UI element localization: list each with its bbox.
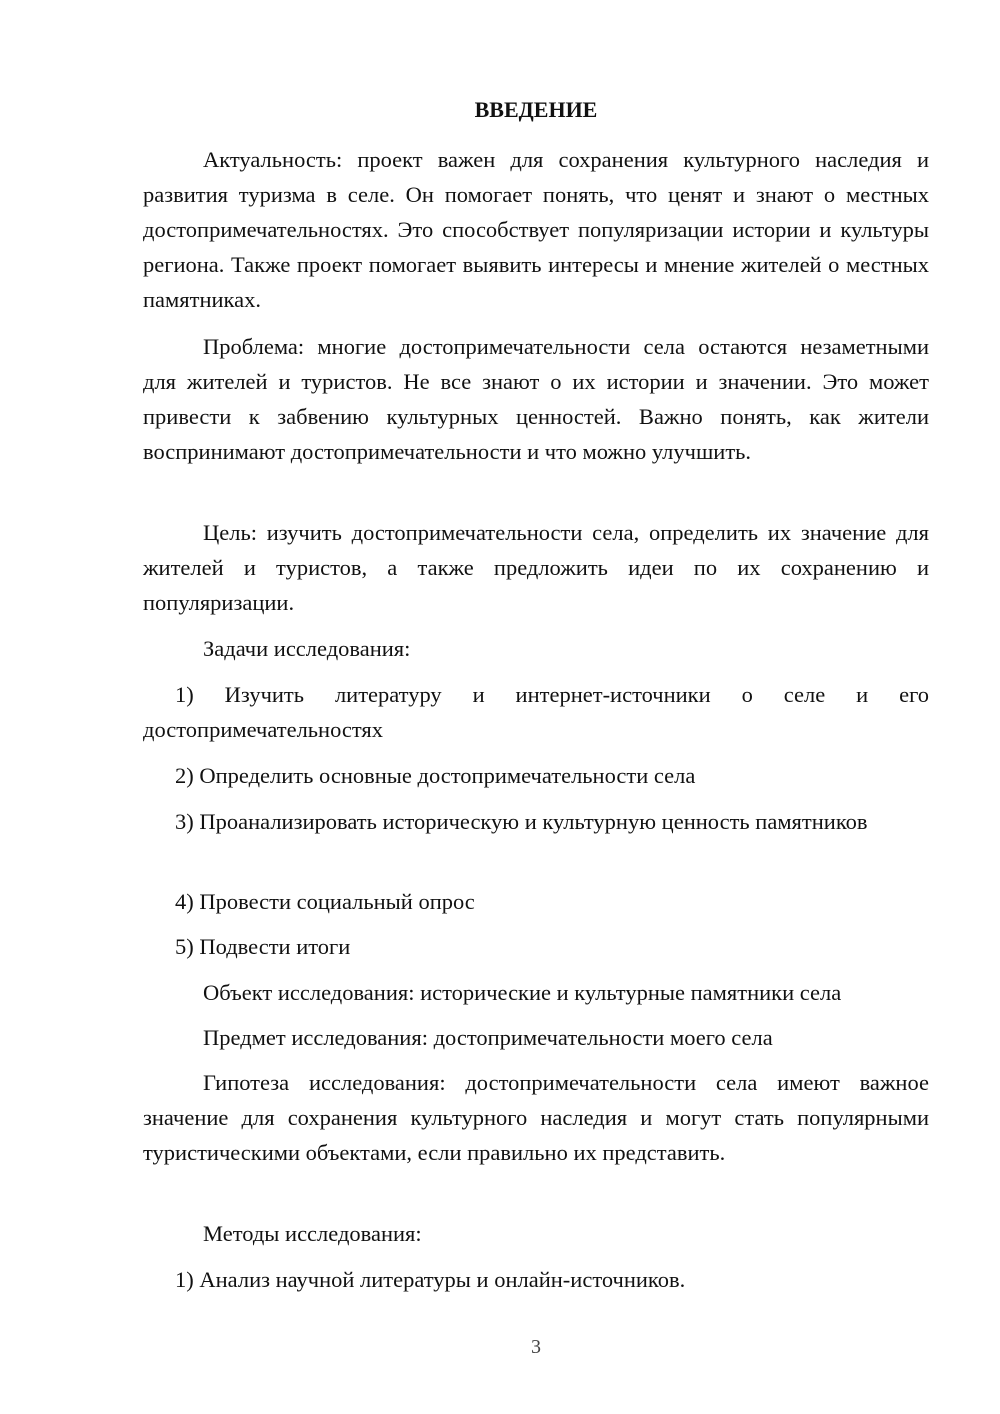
- object-paragraph: Объект исследования: исторические и культурные памятники села: [203, 980, 842, 1005]
- section-title: ВВЕДЕНИЕ: [474, 97, 598, 122]
- page-number: 3: [531, 1336, 541, 1358]
- problem-paragraph: Проблема: многие достопримечательности села остаются незаметными для жителей и туристов. Не все знают о их истории и значении. Это может привести к забвению культурных ценностей. Важно понять, как жители воспринимают достопримечательности и что можно улучшить.: [143, 334, 929, 464]
- hypothesis-paragraph: Гипотеза исследования: достопримечательности села имеют важное значение для сохранения культурного наследия и могут стать популярными туристическими объектами, если правильно их представить.: [143, 1070, 929, 1165]
- subject-paragraph: Предмет исследования: достопримечательности моего села: [203, 1025, 773, 1050]
- task-item-5: 5) Подвести итоги: [175, 934, 351, 959]
- task-item-4: 4) Провести социальный опрос: [175, 889, 475, 914]
- tasks-heading: Задачи исследования:: [203, 636, 411, 661]
- task-item-2: 2) Определить основные достопримечательности села: [175, 763, 696, 788]
- goal-paragraph: Цель: изучить достопримечательности села, определить их значение для жителей и туристов, а также предложить идеи по их сохранению и популяризации.: [143, 520, 929, 615]
- task-item-3: 3) Проанализировать историческую и культурную ценность памятников: [175, 809, 868, 834]
- task-item-1: 1) Изучить литературу и интернет-источники о селе и его достопримечательностях: [143, 682, 929, 742]
- relevance-paragraph: Актуальность: проект важен для сохранения культурного наследия и развития туризма в селе. Он помогает понять, что ценят и знают о местных достопримечательностях. Это способствует популяризации истории и культуры региона. Также проект помогает выявить интересы и мнение жителей о местных памятниках.: [143, 147, 929, 312]
- methods-heading: Методы исследования:: [203, 1221, 422, 1246]
- document-page: [143, 0, 929, 1414]
- method-item-1: 1) Анализ научной литературы и онлайн-источников.: [175, 1267, 686, 1292]
